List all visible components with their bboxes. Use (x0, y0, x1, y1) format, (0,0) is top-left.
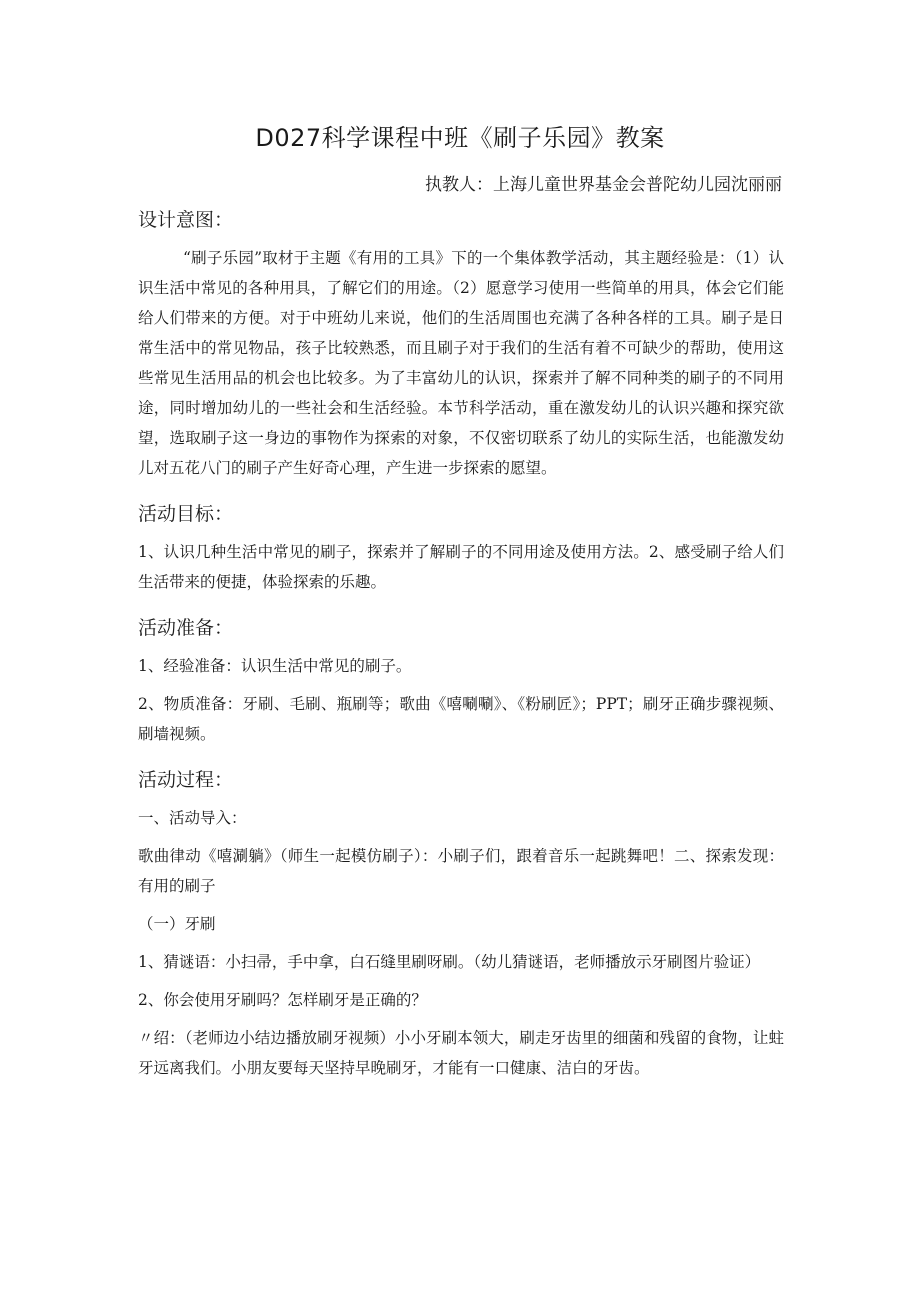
document-title: D027科学课程中班《刷子乐园》教案 (255, 124, 665, 152)
document-body (138, 205, 784, 1083)
process-question-1: 1、猜谜语：小扫帚，手中拿，白石缝里刷呀刷。（幼儿猜谜语，老师播放示牙刷图片验证） (138, 953, 761, 971)
intent-paragraph: “刷子乐园”取材于主题《有用的工具》下的一个集体教学活动，其主题经验是：（1）认识生活中常见的各种用具，了解它们的用途。（2）愿意学习使用一些简单的用具，体会它们能给人们带来的方便。对于中班幼儿来说，他们的生活周围也充满了各种各样的工具。刷子是日常生活中的常见物品，孩子比较熟悉，而且刷子对于我们的生活有着不可缺少的帮助，使用这些常见生活用品的机会也比较多。为了丰富幼儿的认识，探索并了解不同种类的刷子的不同用途，同时增加幼儿的一些社会和生活经验。本节科学活动，重在激发幼儿的认识兴趣和探究欲望，选取刷子这一身边的事物作为探索的对象，不仅密切联系了幼儿的实际生活，也能激发幼儿对五花八门的刷子产生好奇心理，产生进一步探索的愿望。 (138, 249, 784, 477)
process-subheading-toothbrush: （一）牙刷 (138, 915, 216, 933)
section-heading-process: 活动过程： (138, 769, 234, 791)
section-heading-prep: 活动准备： (138, 617, 234, 639)
section-heading-intent: 设计意图： (138, 209, 234, 231)
prep-item-1: 1、经验准备：认识生活中常见的刷子。 (138, 657, 412, 675)
process-question-2: 2、你会使用牙刷吗？怎样刷牙是正确的？ (138, 991, 427, 1009)
process-step-1: 一、活动导入： (138, 809, 247, 827)
section-heading-goals: 活动目标： (138, 503, 234, 525)
author-line: 执教人：上海儿童世界基金会普陀幼儿园沈丽丽 (425, 175, 782, 195)
goals-paragraph: 1、认识几种生活中常见的刷子，探索并了解刷子的不同用途及使用方法。2、感受刷子给人们生活带来的便捷，体验探索的乐趣。 (138, 543, 784, 591)
prep-item-2: 2、物质准备：牙刷、毛刷、瓶刷等；歌曲《嘻唰唰》、《粉刷匠》；PPT；刷牙正确步骤视频、刷墙视频。 (138, 695, 784, 743)
process-step-1-text: 歌曲律动《嘻涮躺》（师生一起模仿刷子）：小刷子们，跟着音乐一起跳舞吧！二、探索发现：有用的刷子 (138, 847, 784, 895)
process-summary: 〃绍：（老师边小结边播放刷牙视频）小小牙刷本领大，刷走牙齿里的细菌和残留的食物，让蛀牙远离我们。小朋友要每天坚持早晚刷牙，才能有一口健康、洁白的牙齿。 (138, 1029, 784, 1077)
